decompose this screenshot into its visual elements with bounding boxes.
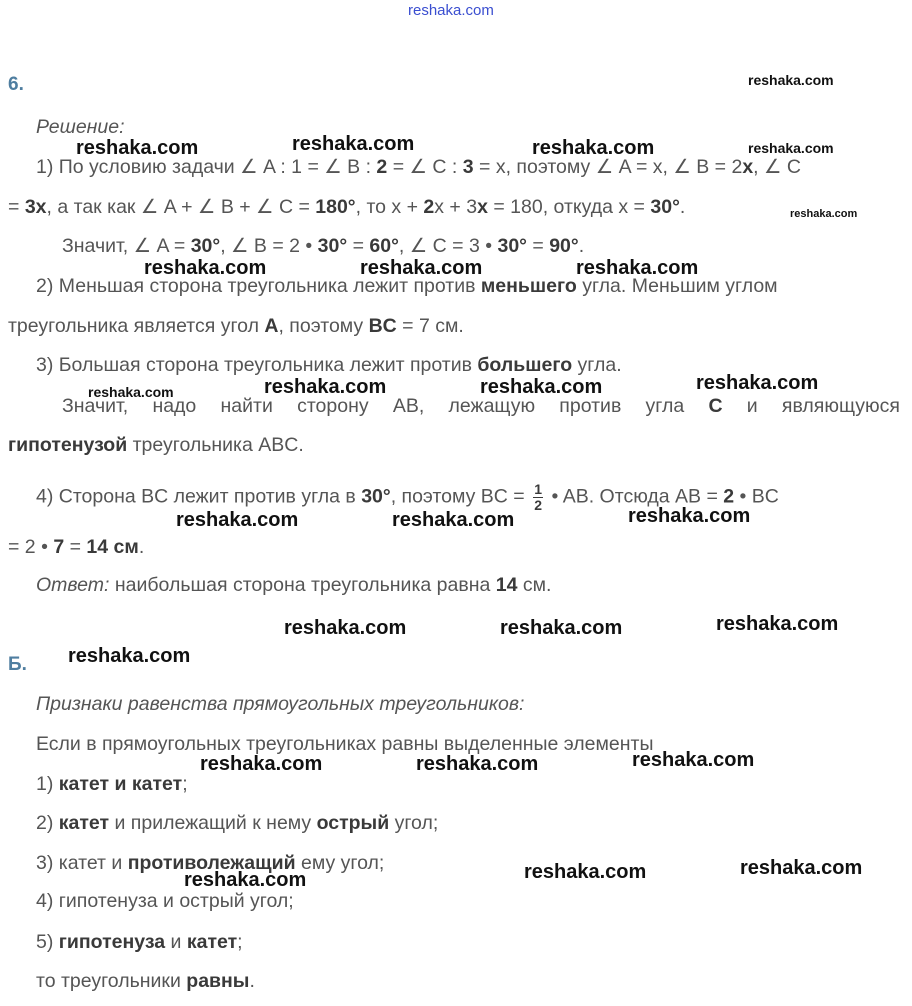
watermark: reshaka.com <box>360 257 483 279</box>
section-b-title: Признаки равенства прямоугольных треугольников: <box>36 693 525 715</box>
solution-step-2-line-1: 2) Меньшая сторона треугольника лежит против меньшего угла. Меньшим углом <box>36 275 778 297</box>
watermark: reshaka.com <box>200 753 323 775</box>
fraction-one-half: $\frac{1}{2}$ <box>534 481 543 513</box>
watermark: reshaka.com <box>144 257 267 279</box>
section-b-intro: Если в прямоугольных треугольниках равны выделенные элементы <box>36 733 654 755</box>
watermark: reshaka.com <box>748 72 834 88</box>
watermark: reshaka.com <box>264 376 387 398</box>
solution-step-1-line-2: = 3x, а так как ∠ A + ∠ B + ∠ C = 180°, то x + 2x + 3x = 180, откуда x = 30°. <box>8 196 686 218</box>
site-header-link[interactable]: reshaka.com <box>408 2 494 19</box>
watermark: reshaka.com <box>416 753 539 775</box>
section-b-heading: Б. <box>8 654 27 675</box>
watermark: reshaka.com <box>392 509 515 531</box>
criterion-5: 5) гипотенуза и катет; <box>36 931 243 953</box>
solution-step-1-line-3: Значит, ∠ A = 30°, ∠ B = 2 • 30° = 60°, ∠ C = 3 • 30° = 90°. <box>62 235 585 257</box>
watermark: reshaka.com <box>88 384 174 400</box>
solution-step-3-line-2: Значит, надо найти сторону AB, лежащую против угла C и являющуюся <box>62 395 900 417</box>
watermark: reshaka.com <box>696 372 819 394</box>
solution-label: Решение: <box>36 116 125 138</box>
watermark: reshaka.com <box>748 140 834 156</box>
watermark: reshaka.com <box>576 257 699 279</box>
watermark: reshaka.com <box>500 617 623 639</box>
criterion-4: 4) гипотенуза и острый угол; <box>36 890 294 912</box>
criterion-2: 2) катет и прилежащий к нему острый угол; <box>36 812 439 834</box>
watermark: reshaka.com <box>68 645 191 667</box>
watermark: reshaka.com <box>284 617 407 639</box>
solution-step-3-line-3: гипотенузой треугольника ABC. <box>8 434 304 456</box>
watermark: reshaka.com <box>184 869 307 891</box>
solution-step-4-line-1: 4) Сторона BC лежит против угла в 30°, поэтому BC = $\frac{1}{2}$ • AB. Отсюда AB = 2 • BC <box>36 481 779 513</box>
solution-step-4-line-2: = 2 • 7 = 14 см. <box>8 536 145 558</box>
conclusion-line: то треугольники равны. <box>36 970 255 992</box>
watermark: reshaka.com <box>524 861 647 883</box>
answer-line: Ответ: наибольшая сторона треугольника равна 14 см. <box>36 574 552 596</box>
watermark: reshaka.com <box>480 376 603 398</box>
solution-step-1-line-1: 1) По условию задачи ∠ A : 1 = ∠ B : 2 = ∠ C : 3 = x, поэтому ∠ A = x, ∠ B = 2x, ∠ C <box>36 156 801 178</box>
watermark: reshaka.com <box>632 749 755 771</box>
section-6-heading: 6. <box>8 74 24 95</box>
watermark: reshaka.com <box>790 208 858 220</box>
watermark: reshaka.com <box>740 857 863 879</box>
watermark: reshaka.com <box>292 133 415 155</box>
solution-step-3-line-1: 3) Большая сторона треугольника лежит против большего угла. <box>36 354 622 376</box>
watermark: reshaka.com <box>532 137 655 159</box>
criterion-1: 1) катет и катет; <box>36 773 188 795</box>
criterion-3: 3) катет и противолежащий ему угол; <box>36 852 385 874</box>
watermark: reshaka.com <box>628 505 751 527</box>
watermark: reshaka.com <box>716 613 839 635</box>
solution-step-2-line-2: треугольника является угол A, поэтому BC = 7 см. <box>8 315 464 337</box>
watermark: reshaka.com <box>76 137 199 159</box>
watermark: reshaka.com <box>176 509 299 531</box>
